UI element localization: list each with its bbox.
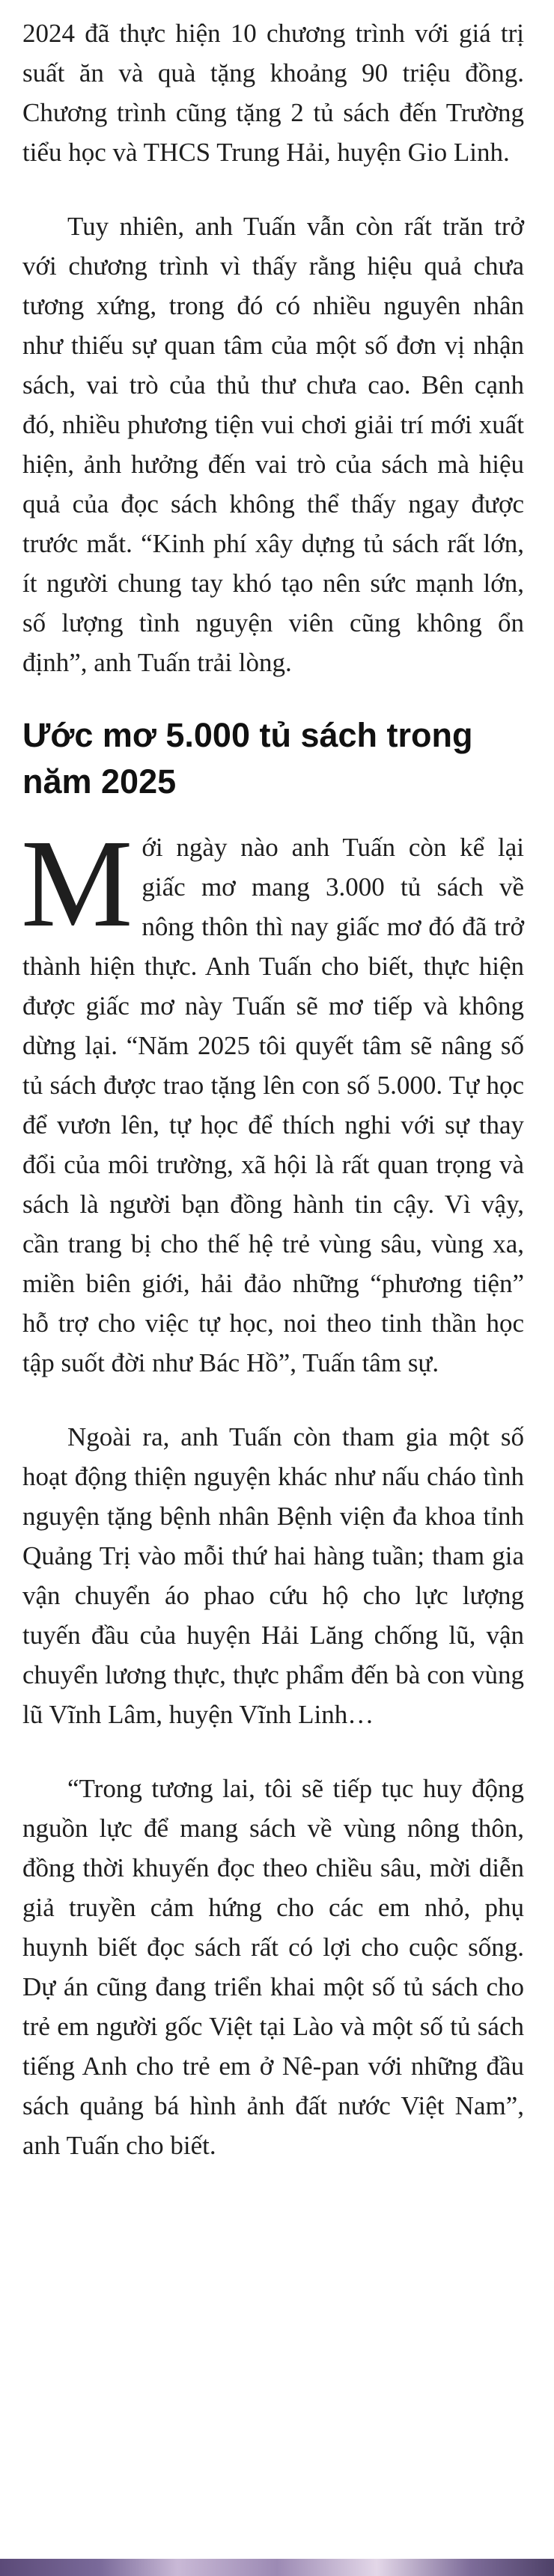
drop-cap: M bbox=[21, 814, 133, 953]
paragraph-charity: Ngoài ra, anh Tuấn còn tham gia một số hoạt động thiện nguyện khác như nấu cháo tình nguyện tặng bệnh nhân Bệnh viện đa khoa tỉnh Quảng Trị vào mỗi thứ hai hàng tuần; tham gia vận chuyển áo phao cứu hộ cho lực lượng tuyến đầu của huyện Hải Lăng chống lũ, vận chuyển lương thực, thực phẩm đến bà con vùng lũ Vĩnh Lâm, huyện Vĩnh Linh… bbox=[22, 1422, 524, 1729]
paragraph-program-summary: 2024 đã thực hiện 10 chương trình với giá trị suất ăn và quà tặng khoảng 90 triệu đồng. Chương trình cũng tặng 2 tủ sách đến Trường tiểu học và THCS Trung Hải, huyện Gio Linh. bbox=[22, 19, 524, 167]
section-heading: Ước mơ 5.000 tủ sách trong năm 2025 bbox=[22, 716, 473, 801]
paragraph-dream-text: ới ngày nào anh Tuấn còn kể lại giấc mơ mang 3.000 tủ sách về nông thôn thì nay giấc mơ đó đã trở thành hiện thực. Anh Tuấn cho biết, thực hiện được giấc mơ này Tuấn sẽ mơ tiếp và không dừng lại. “Năm 2025 tôi quyết tâm sẽ nâng số tủ sách được trao tặng lên con số 5.000. Tự học để vươn lên, tự học để thích nghi với sự thay đổi của môi trường, xã hội là rất quan trọng và sách là người bạn đồng hành tin cậy. Vì vậy, cần trang bị cho thế hệ trẻ vùng sâu, vùng xa, miền biên giới, hải đảo những “phương tiện” hỗ trợ cho việc tự học, noi theo tinh thần học tập suốt đời như Bác Hồ”, Tuấn tâm sự. bbox=[22, 833, 524, 1377]
paragraph-dream bbox=[21, 814, 524, 1383]
photo-edge bbox=[0, 2559, 554, 2576]
paragraph-future-plans: “Trong tương lai, tôi sẽ tiếp tục huy động nguồn lực để mang sách về vùng nông thôn, đồng thời khuyến đọc theo chiều sâu, mời diễn giả truyền cảm hứng cho các em nhỏ, phụ huynh biết đọc sách rất có lợi cho cuộc sống. Dự án cũng đang triển khai một số tủ sách cho trẻ em người gốc Việt tại Lào và một số tủ sách tiếng Anh cho trẻ em ở Nê-pan với những đầu sách quảng bá hình ảnh đất nước Việt Nam”, anh Tuấn cho biết. bbox=[22, 1774, 524, 2160]
paragraph-concerns: Tuy nhiên, anh Tuấn vẫn còn rất trăn trở với chương trình vì thấy rằng hiệu quả chưa tương xứng, trong đó có nhiều nguyên nhân như thiếu sự quan tâm của một số đơn vị nhận sách, vai trò của thủ thư chưa cao. Bên cạnh đó, nhiều phương tiện vui chơi giải trí mới xuất hiện, ảnh hưởng đến vai trò của sách mà hiệu quả của đọc sách không thể thấy ngay được trước mắt. “Kinh phí xây dựng tủ sách rất lớn, ít người chung tay khó tạo nên sức mạnh lớn, số lượng tình nguyện viên cũng không ổn định”, anh Tuấn trải lòng. bbox=[22, 212, 524, 677]
